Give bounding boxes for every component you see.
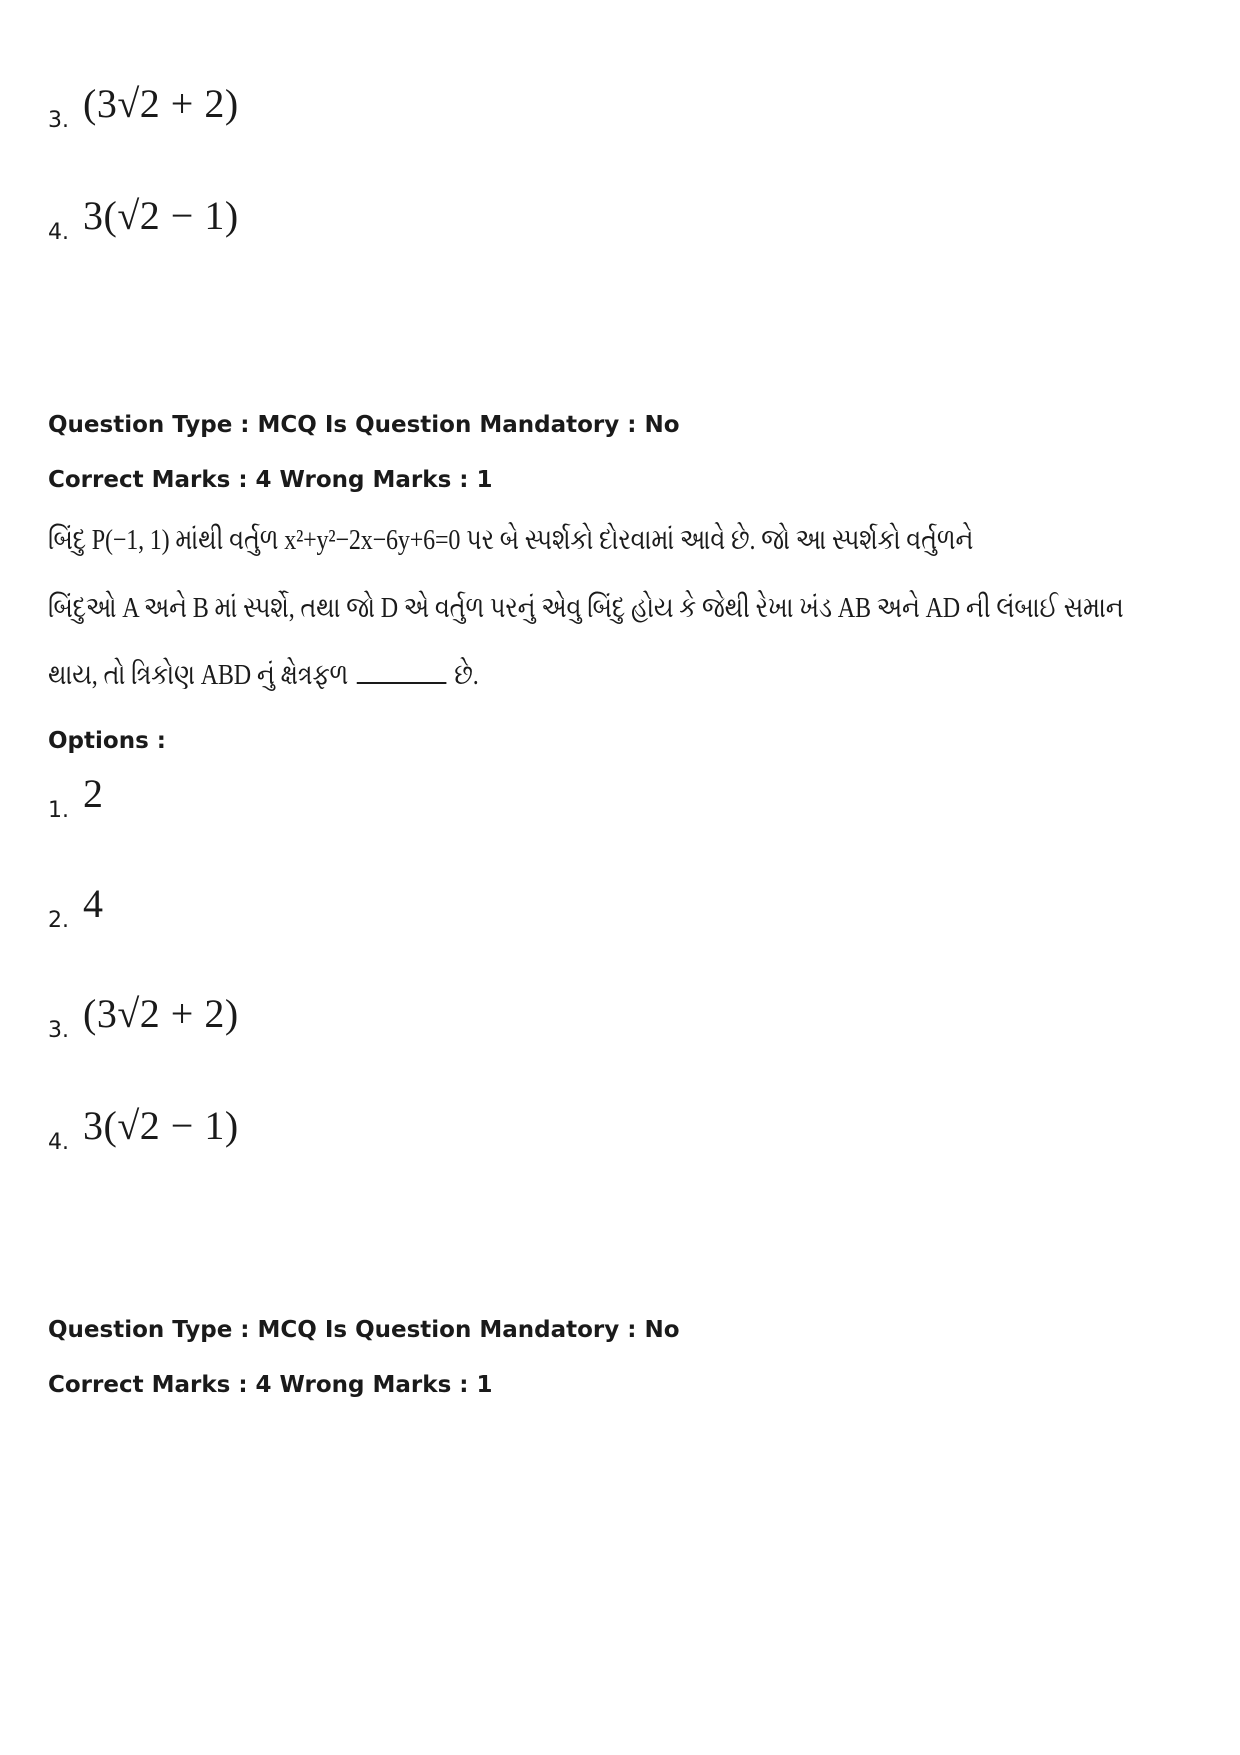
option-4-top [48, 193, 239, 245]
option-expression: 2 [83, 771, 104, 816]
question-text-line-3-start: થાય, તો ત્રિકોણ ABD નું ક્ષેત્રફળ [48, 659, 349, 691]
answer-blank [356, 658, 446, 684]
option-number: 4. [48, 1130, 69, 1155]
option-4 [48, 1103, 239, 1155]
option-3-top [48, 81, 239, 133]
next-question-marks-line: Correct Marks : 4 Wrong Marks : 1 [48, 1372, 493, 1398]
option-expression: (3√2 + 2) [83, 81, 239, 126]
option-expression: 3(√2 − 1) [83, 1103, 239, 1148]
options-label: Options : [48, 728, 166, 754]
option-number: 3. [48, 108, 69, 133]
option-number: 2. [48, 908, 69, 933]
question-marks-line: Correct Marks : 4 Wrong Marks : 1 [48, 467, 493, 493]
option-3 [48, 991, 239, 1043]
next-question-type-line: Question Type : MCQ Is Question Mandatory : No [48, 1317, 680, 1343]
question-text-line-3-end: છે. [454, 659, 479, 691]
option-2 [48, 881, 104, 933]
option-number: 1. [48, 798, 69, 823]
option-expression: 3(√2 − 1) [83, 193, 239, 238]
question-text-line-2: બિંદુઓ A અને B માં સ્પર્શે, તથા જો D એ વર્તુળ પરનું એવુ બિંદુ હોય કે જેથી રેખા ખંડ AB અને AD ની લંબાઈ સમાન [48, 592, 1124, 624]
question-type-line: Question Type : MCQ Is Question Mandatory : No [48, 412, 680, 438]
option-number: 4. [48, 220, 69, 245]
option-number: 3. [48, 1018, 69, 1043]
option-expression: 4 [83, 881, 104, 926]
question-text-line-1: બિંદુ P(−1, 1) માંથી વર્તુળ x²+y²−2x−6y+6=0 પર બે સ્પર્શકો દોરવામાં આવે છે. જો આ સ્પર્શકો વર્તુળને [48, 524, 974, 556]
option-expression: (3√2 + 2) [83, 991, 239, 1036]
question-text-line-3 [48, 658, 479, 692]
option-1 [48, 771, 104, 823]
